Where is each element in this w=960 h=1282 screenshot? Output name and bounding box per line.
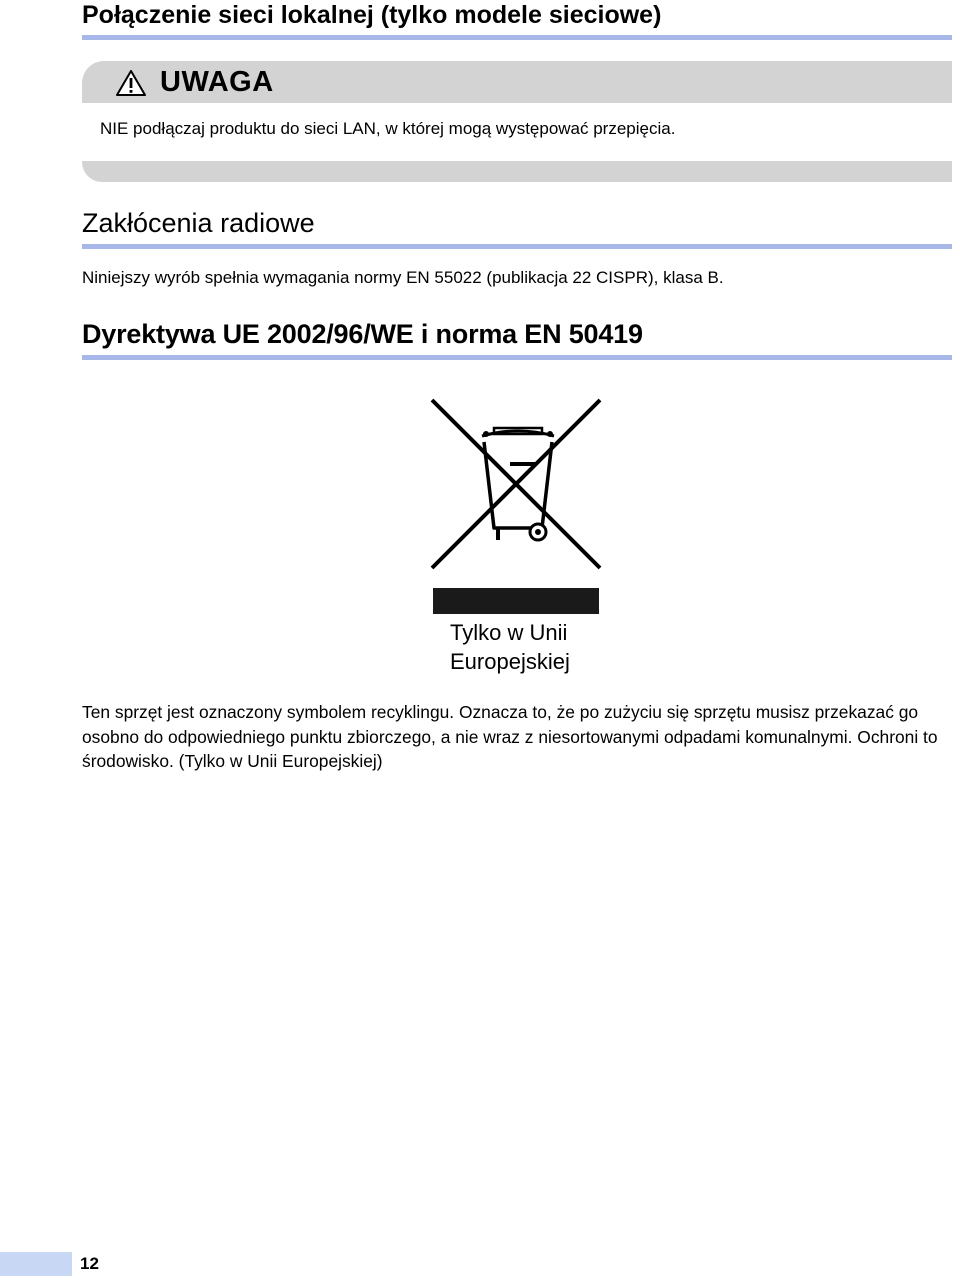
section-rule-directive [82, 355, 952, 360]
heading-rule [82, 35, 952, 40]
weee-black-bar [433, 588, 599, 614]
caution-text: NIE podłączaj produktu do sieci LAN, w której mogą występować przepięcia. [100, 119, 676, 138]
section-heading-directive: Dyrektywa UE 2002/96/WE i norma EN 50419 [82, 319, 643, 349]
weee-symbol [418, 388, 618, 678]
section-rule-radio [82, 244, 952, 249]
page-title: Połączenie sieci lokalnej (tylko modele sieciowe) [82, 1, 662, 29]
directive-paragraph: Ten sprzęt jest oznaczony symbolem recyklingu. Oznacza to, że po zużyciu się sprzętu musisz przekazać go osobno do odpowiedniego punktu zbiorczego, a nie wraz z niesortowanymi odpadami komunalnymi. Ochroni to środowisko. (Tylko w Unii Europejskiej) [82, 702, 938, 772]
warning-triangle-icon [116, 70, 146, 96]
caution-title: UWAGA [160, 66, 274, 98]
weee-caption-line2: Europejskiej [450, 649, 570, 674]
radio-paragraph: Niniejszy wyrób spełnia wymagania normy EN 55022 (publikacja 22 CISPR), klasa B. [82, 268, 724, 287]
page-number-tab [0, 1252, 72, 1276]
crossed-out-wheelie-bin-icon [418, 388, 618, 598]
caution-footer-bar [82, 161, 952, 182]
weee-caption-line1: Tylko w Unii [450, 620, 568, 645]
section-heading-radio: Zakłócenia radiowe [82, 208, 315, 238]
page-number: 12 [80, 1254, 99, 1273]
